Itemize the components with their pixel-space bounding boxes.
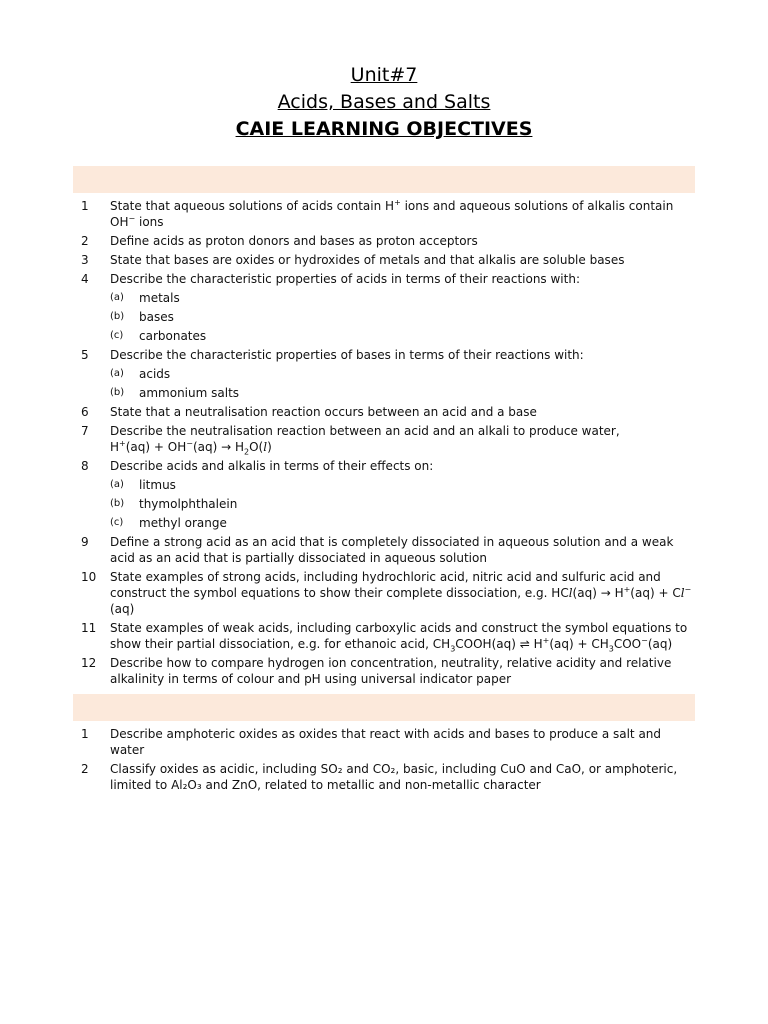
objective-text: Describe the neutralisation reaction between an acid and an alkali to produce water, — [110, 424, 620, 438]
objective-number: 1 — [81, 727, 89, 741]
objective-text: Describe acids and alkalis in terms of their effects on: — [110, 459, 434, 473]
sub-objective — [0, 477, 768, 493]
equation-part: (aq) → H — [192, 440, 244, 454]
sub-objective — [0, 328, 768, 344]
objective-number: 1 — [81, 199, 89, 213]
objective-2 — [0, 761, 768, 793]
equation-part: COOH(aq) ⇌ H — [455, 637, 543, 651]
superscript: + — [119, 439, 126, 448]
equation-part: l — [263, 440, 268, 454]
sub-letter: (a) — [110, 292, 124, 303]
equation-part: (aq) — [647, 637, 673, 651]
sub-text: methyl orange — [139, 516, 227, 530]
sub-text: bases — [139, 310, 174, 324]
superscript: + — [394, 198, 401, 207]
sub-text: litmus — [139, 478, 176, 492]
equation-part: (aq) → H — [572, 586, 624, 600]
superscript: − — [128, 214, 136, 223]
objective-text: State examples of strong acids, including hydrochloric acid, nitric acid and sulfuric acid and construct the symbol equations to show their complete dissociation, e.g. HC — [110, 570, 661, 600]
objective-text: Define a strong acid as an acid that is completely dissociated in aqueous solution and a weak acid as an acid that is partially dissociated in aqueous solution — [110, 535, 674, 565]
sub-text: acids — [139, 367, 171, 381]
superscript: − — [186, 439, 193, 448]
objectives-heading: CAIE LEARNING OBJECTIVES — [235, 118, 533, 140]
objective-text: Describe how to compare hydrogen ion concentration, neutrality, relative acidity and relative alkalinity in terms of colour and pH using universal indicator paper — [110, 656, 672, 686]
sub-text: thymolphthalein — [139, 497, 238, 511]
objective-12 — [0, 655, 768, 687]
objective-8 — [0, 458, 768, 474]
superscript: − — [684, 585, 692, 594]
objective-number: 7 — [81, 424, 89, 438]
equation-part: (aq) + OH — [125, 440, 187, 454]
document-title-block — [0, 62, 768, 143]
objective-number: 9 — [81, 535, 89, 549]
sub-objective — [0, 515, 768, 531]
equation-part: (aq) + C — [630, 586, 681, 600]
objective-7 — [0, 423, 768, 455]
objective-text: State examples of weak acids, including carboxylic acids and construct the symbol equations to show their partial dissociation, e.g. for ethanoic acid, CH — [110, 621, 688, 651]
sub-letter: (a) — [110, 479, 124, 490]
objective-9 — [0, 534, 768, 566]
sub-letter: (b) — [110, 311, 125, 322]
objective-number: 2 — [81, 234, 89, 248]
objective-text: ions — [135, 215, 164, 229]
equation-part: H — [110, 440, 120, 454]
equation-part: ) — [267, 440, 272, 454]
equation-part: O( — [249, 440, 264, 454]
subscript: 3 — [450, 644, 456, 654]
objective-3 — [0, 252, 768, 268]
objective-1 — [0, 198, 768, 230]
sub-objective — [0, 366, 768, 382]
objective-text: State that bases are oxides or hydroxides of metals and that alkalis are soluble bases — [110, 253, 625, 267]
objective-2 — [0, 233, 768, 249]
sub-letter: (b) — [110, 387, 125, 398]
objective-1 — [0, 726, 768, 758]
equation-part: COO — [613, 637, 642, 651]
equation-part: (aq) + CH — [549, 637, 609, 651]
sub-letter: (c) — [110, 517, 124, 528]
objective-number: 11 — [81, 621, 97, 635]
objectives-list-2 — [0, 726, 768, 796]
objective-text: ions and aqueous solutions of alkalis contain OH — [110, 199, 674, 229]
sub-text: carbonates — [139, 329, 207, 343]
objective-text: State that a neutralisation reaction occurs between an acid and a base — [110, 405, 537, 419]
subscript: 3 — [608, 644, 614, 654]
sub-objective — [0, 496, 768, 512]
sub-objective — [0, 290, 768, 306]
objective-number: 5 — [81, 348, 89, 362]
sub-letter: (a) — [110, 368, 124, 379]
objective-text: Describe amphoteric oxides as oxides that react with acids and bases to produce a salt and water — [110, 727, 662, 757]
objective-text: Describe the characteristic properties of acids in terms of their reactions with: — [110, 272, 580, 286]
objective-text: Classify oxides as acidic, including SO₂ and CO₂, basic, including CuO and CaO, or amphoteric, limited to Al₂O₃ and ZnO, related to metallic and non-metallic character — [110, 762, 678, 792]
objective-5 — [0, 347, 768, 363]
equation-part: l — [568, 586, 573, 600]
objective-number: 3 — [81, 253, 89, 267]
objective-4 — [0, 271, 768, 287]
neutralisation-equation — [110, 439, 272, 457]
objective-number: 8 — [81, 459, 89, 473]
topic-title: Acids, Bases and Salts — [277, 91, 491, 113]
objectives-list-1 — [0, 198, 768, 690]
objective-6 — [0, 404, 768, 420]
sub-text: metals — [139, 291, 180, 305]
subscript: 2 — [243, 447, 250, 457]
sub-objective — [0, 385, 768, 401]
objective-number: 10 — [81, 570, 97, 584]
objective-number: 4 — [81, 272, 89, 286]
objective-11 — [0, 620, 768, 652]
objective-text: Describe the characteristic properties of bases in terms of their reactions with: — [110, 348, 584, 362]
superscript: + — [623, 585, 631, 594]
section-header-band-2 — [73, 694, 695, 721]
superscript: − — [641, 636, 648, 645]
superscript: + — [542, 636, 550, 645]
section-header-band-1 — [73, 166, 695, 193]
objective-text: Define acids as proton donors and bases as proton acceptors — [110, 234, 478, 248]
unit-title: Unit#7 — [350, 64, 418, 86]
objective-number: 2 — [81, 762, 89, 776]
sub-text: ammonium salts — [139, 386, 240, 400]
equation-part: (aq) — [110, 602, 135, 616]
objective-10 — [0, 569, 768, 617]
objective-text: State that aqueous solutions of acids contain H — [110, 199, 395, 213]
equation-part: l — [680, 586, 685, 600]
sub-letter: (c) — [110, 330, 124, 341]
objective-number: 12 — [81, 656, 97, 670]
objective-number: 6 — [81, 405, 89, 419]
sub-letter: (b) — [110, 498, 125, 509]
sub-objective — [0, 309, 768, 325]
